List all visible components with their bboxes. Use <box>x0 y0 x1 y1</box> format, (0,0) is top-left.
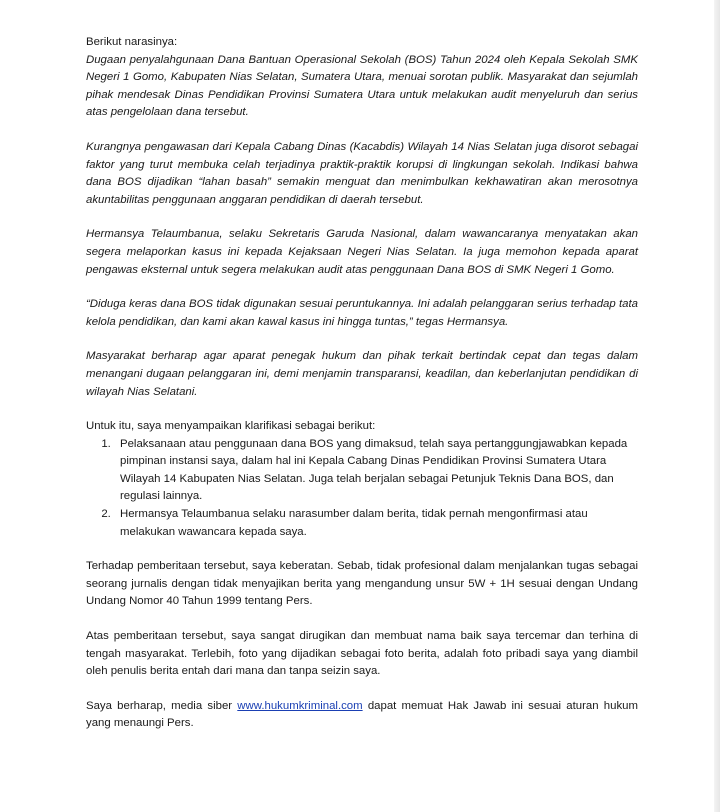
list-item: 2. Hermansya Telaumbanua selaku narasumber dalam berita, tidak pernah mengonfirmasi atau melakukan wawancara kepada saya. <box>114 506 638 541</box>
list-item: 1. Pelaksanaan atau penggunaan dana BOS yang dimaksud, telah saya pertanggungjawabkan kepada pimpinan instansi saya, dalam hal ini Kepala Cabang Dinas Pendidikan Provinsi Sumatera Utara Wilayah 14 Kabupaten Nias Selatan. Juga telah berjalan sebagai Petunjuk Teknis Dana BOS, dan regulasi lainnya. <box>114 436 638 506</box>
intro-line: Berikut narasinya: <box>86 36 178 48</box>
article-paragraph-3: Hermansya Telaumbanua, selaku Sekretaris Garuda Nasional, dalam wawancaranya menyatakan akan segera melaporkan kasus ini kepada Kejaksaan Negeri Nias Selatan. Ia juga memohon kepada aparat pengawas eksternal untuk segera melakukan audit atas penggunaan Dana BOS di SMK Negeri 1 Gomo. <box>86 228 638 276</box>
final-paragraph <box>86 698 638 733</box>
page-edge-shadow <box>714 0 720 812</box>
article-paragraph-5: Masyarakat berharap agar aparat penegak hukum dan pihak terkait bertindak cepat dan tegas dalam menangani dugaan pelanggaran ini, demi menjamin transparansi, keadilan, dan keberlanjutan pendidikan di wilayah Nias Selatani. <box>86 350 638 398</box>
website-link[interactable]: www.hukumkriminal.com <box>237 699 363 712</box>
closing-paragraph-2: Atas pemberitaan tersebut, saya sangat dirugikan dan membuat nama baik saya tercemar dan terhina di tengah masyarakat. Terlebih, foto yang dijadikan sebagai foto berita, adalah foto pribadi saya yang diambil oleh penulis berita entah dari mana dan tanpa seizin saya. <box>86 630 638 678</box>
final-text-before: Saya berharap, media siber <box>86 699 238 712</box>
final-text-after: dapat memuat Hak Jawab ini sesuai aturan hukum yang menaungi Pers. <box>86 699 638 730</box>
klarifikasi-list <box>86 436 638 542</box>
closing-paragraph-1: Terhadap pemberitaan tersebut, saya keberatan. Sebab, tidak profesional dalam menjalankan tugas sebagai seorang jurnalis dengan tidak menyajikan berita yang mengandung unsur 5W + 1H sesuai dengan Undang Undang Nomor 40 Tahun 1999 tentang Pers. <box>86 560 638 608</box>
article-paragraph-4: “Diduga keras dana BOS tidak digunakan sesuai peruntukannya. Ini adalah pelanggaran serius terhadap tata kelola pendidikan, dan kami akan kawal kasus ini hingga tuntas,” tegas Hermansya. <box>86 298 638 328</box>
document-body <box>86 34 638 733</box>
article-paragraph-2: Kurangnya pengawasan dari Kepala Cabang Dinas (Kacabdis) Wilayah 14 Nias Selatan juga disorot sebagai faktor yang turut membuka celah terjadinya praktik-praktik korupsi di lingkungan sekolah. Indikasi bahwa dana BOS dijadikan “lahan basah” semakin menguat dan menimbulkan kekhawatiran akan merosotnya akuntabilitas penggunaan anggaran pendidikan di daerah tersebut. <box>86 140 638 206</box>
klarifikasi-lead: Untuk itu, saya menyampaikan klarifikasi sebagai berikut: <box>86 420 376 433</box>
article-paragraph-1: Dugaan penyalahgunaan Dana Bantuan Operasional Sekolah (BOS) Tahun 2024 oleh Kepala Sekolah SMK Negeri 1 Gomo, Kabupaten Nias Selatan, Sumatera Utara, menuai sorotan publik. Masyarakat dan sejumlah pihak mendesak Dinas Pendidikan Provinsi Sumatera Utara untuk melakukan audit menyeluruh dan serius atas pengelolaan dana tersebut. <box>86 53 638 119</box>
